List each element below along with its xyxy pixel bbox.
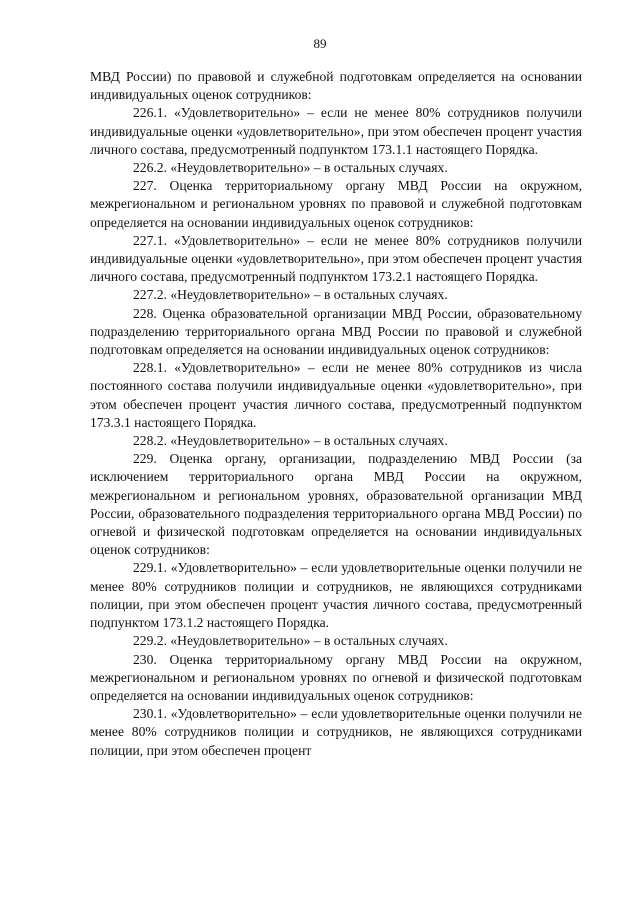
paragraph-230-1: 230.1. «Удовлетворительно» – если удовлетворительные оценки получили не менее 80% сотрудников полиции и сотрудников, не являющихся сотрудниками полиции, при этом обеспечен процент (90, 706, 582, 758)
paragraph-226-2: 226.2. «Неудовлетворительно» – в остальных случаях. (133, 160, 448, 176)
paragraph-227: 227. Оценка территориальному органу МВД России на окружном, межрегиональном и региональном уровнях по правовой и служебной подготовкам определяется на основании индивидуальных оценок сотрудников: (90, 178, 582, 230)
paragraph-230: 230. Оценка территориальному органу МВД России на окружном, межрегиональном и региональном уровнях по огневой и физической подготовкам определяется на основании индивидуальных оценок сотрудников: (90, 651, 582, 703)
paragraph-226-1: 226.1. «Удовлетворительно» – если не менее 80% сотрудников получили индивидуальные оценки «удовлетворительно», при этом обеспечен процент участия личного состава, предусмотренный подпунктом 173.1.1 настоящего Порядка. (90, 105, 582, 157)
paragraph-229-2: 229.2. «Неудовлетворительно» – в остальных случаях. (133, 633, 448, 649)
paragraph-228-2: 228.2. «Неудовлетворительно» – в остальных случаях. (133, 433, 448, 449)
page-number: 89 (313, 36, 327, 51)
paragraph-227-2: 227.2. «Неудовлетворительно» – в остальных случаях. (133, 287, 448, 303)
paragraph-continuation: МВД России) по правовой и служебной подготовкам определяется на основании индивидуальных оценок сотрудников: (90, 69, 582, 103)
body-text (90, 68, 582, 760)
paragraph-229: 229. Оценка органу, организации, подразделению МВД России (за исключением территориального органа МВД России на окружном, межрегиональном и региональном уровнях, образовательной организации МВД России, образовательного подразделения территориального органа МВД России) по огневой и физической подготовкам определяется на основании индивидуальных оценок сотрудников: (90, 451, 582, 558)
paragraph-228-1: 228.1. «Удовлетворительно» – если не менее 80% сотрудников из числа постоянного состава получили индивидуальные оценки «удовлетворительно», при этом обеспечен процент участия личного состава, предусмотренный подпунктом 173.3.1 настоящего Порядка. (90, 360, 582, 430)
paragraph-228: 228. Оценка образовательной организации МВД России, образовательному подразделению территориального органа МВД России по правовой и служебной подготовкам определяется на основании индивидуальных оценок сотрудников: (90, 305, 582, 358)
paragraph-229-1: 229.1. «Удовлетворительно» – если удовлетворительные оценки получили не менее 80% сотрудников полиции и сотрудников, не являющихся сотрудниками полиции, при этом обеспечен процент участия личного состава, предусмотренный подпунктом 173.1.2 настоящего Порядка. (90, 560, 582, 631)
paragraph-227-1: 227.1. «Удовлетворительно» – если не менее 80% сотрудников получили индивидуальные оценки «удовлетворительно», при этом обеспечен процент участия личного состава, предусмотренный подпунктом 173.2.1 настоящего Порядка. (90, 232, 582, 285)
